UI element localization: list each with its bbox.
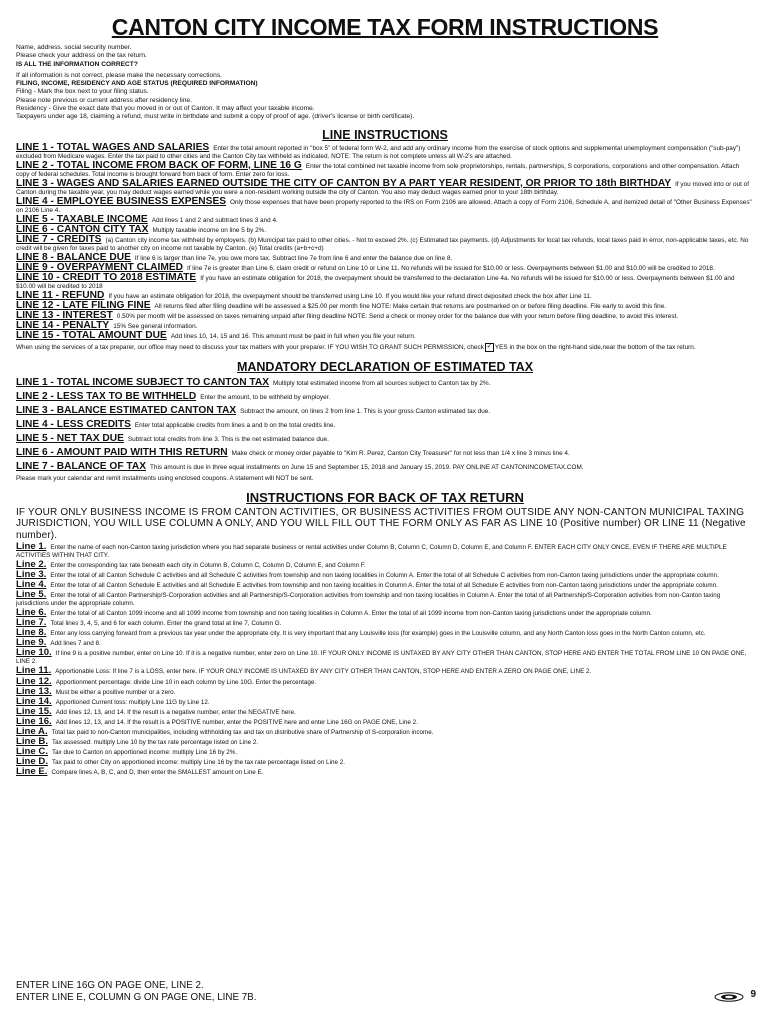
line-text: Tax assessed: multiply Line 10 by the tax rate percentage listed on Line 2.	[51, 739, 259, 747]
line-label: LINE 6 - CANTON CITY TAX	[16, 223, 149, 235]
line-text: If line 9 is a positive number, enter on Line 10. If it is a negative number, enter zero on Line 10. IF YOUR ONLY INCOME IS UNTAXED BY ANY CITY OTHER THAN CANTON, STOP HERE AND ENTER THE TOTAL FROM LINE 10 ON PAGE ONE, LINE 2.	[16, 650, 747, 666]
intro-subheading: FILING, INCOME, RESIDENCY AND AGE STATUS (REQUIRED INFORMATION)	[16, 80, 258, 88]
line-text: Must be either a positive number or a zero.	[55, 688, 176, 696]
line-label: Line 12.	[16, 675, 52, 687]
instruction-line	[16, 558, 754, 570]
line-text: If you moved into or out of Canton during the taxable year, you may deduct wages earned while you were a non-resident working outside the city of Canton. You also may deduct wages earned prior to your 18th birthday.	[16, 180, 749, 196]
page-title: CANTON CITY INCOME TAX FORM INSTRUCTIONS	[111, 14, 659, 40]
instruction-line	[16, 649, 754, 666]
line-text: Add lines 10, 14, 15 and 16. This amount must be paid in full when you file your return.	[170, 332, 416, 340]
line-text: Add lines 7 and 8.	[50, 640, 101, 648]
line-text: Enter any loss carrying forward from a previous tax year under the appropriate city. It is very important that any Louisville loss (for example) goes in the Louisville column, and any North Canton loss goes in the North Canton column, etc.	[50, 630, 706, 638]
instruction-line	[16, 460, 754, 472]
instruction-line	[16, 141, 754, 161]
line-label: LINE 9 - OVERPAYMENT CLAIMED	[16, 261, 183, 273]
line-label: LINE 12 - LATE FILING FINE	[16, 299, 151, 311]
instruction-line	[16, 376, 754, 388]
line-text: Enter the total of all Canton 1099 income and all 1099 income from township and non taxing localities in Column A. Enter the total of all 1099 income from non-Canton taxing jurisdictions under the appropriate column.	[50, 610, 652, 618]
line-label: Line 13.	[16, 685, 52, 697]
line-label: LINE 2 - TOTAL INCOME FROM BACK OF FORM, LINE 16 G	[16, 159, 302, 171]
preparer-permission	[16, 343, 754, 352]
line-label: Line B.	[16, 736, 48, 748]
back-intro: IF YOUR ONLY BUSINESS INCOME IS FROM CANTON ACTIVITIES, OR BUSINESS ACTIVITIES FROM OUTSIDE ANY NON-CANTON MUNICIPAL TAXING JURISDICTION, YOU WILL USE COLUMN A ONLY, AND YOU WILL FILL OUT THE FORM ONLY AS FAR AS LINE 10 (Positive number) OR LINE 11 (Negative number).	[16, 506, 746, 542]
line-text: Enter the total of all Canton Schedule C activities and all Schedule C activities from township and non taxing localities in Column A. Enter the total of all Schedule C activities from non-Canton taxing jurisdictions under the appropriate column.	[50, 571, 719, 579]
declaration-heading: MANDATORY DECLARATION OF ESTIMATED TAX	[236, 359, 534, 374]
line-label: Line 7.	[16, 617, 47, 629]
intro-text: Filing - Mark the box next to your filing status.	[16, 88, 149, 96]
instruction-line	[16, 695, 754, 707]
line-label: LINE 15 - TOTAL AMOUNT DUE	[16, 329, 167, 341]
instruction-line	[16, 738, 754, 747]
line-label: LINE 5 - NET TAX DUE	[16, 432, 124, 444]
line-label: LINE 4 - LESS CREDITS	[16, 418, 131, 430]
line-label: Line 15.	[16, 705, 52, 717]
line-label: Line 3.	[16, 568, 47, 580]
instruction-line	[16, 233, 754, 253]
instruction-line	[16, 159, 754, 179]
footer-line: ENTER LINE E, COLUMN G ON PAGE ONE, LINE 7B.	[16, 991, 257, 1003]
footer-line: ENTER LINE 16G ON PAGE ONE, LINE 2.	[16, 980, 204, 991]
intro-text: Taxpayers under age 18, claiming a refund, must write in birthdate and submit a copy of proof of age. (driver's license or birth certificate).	[16, 113, 415, 121]
line-text: Enter the total combined net taxable income from sole proprietorships, rentals, partnerships, S corporations, corporations and other compensation. Attach copy of federal schedules. Total income is brought forward from back of form. Enter zero for loss.	[16, 162, 740, 178]
line-label: LINE 3 - BALANCE ESTIMATED CANTON TAX	[16, 404, 237, 416]
line-text: (a) Canton city income tax withheld by employers. (b) Municipal tax paid to other cities. - Not to exceed 2%. (c) Estimated tax payments. (d) Adjustments for local tax refunds, local taxes paid in error, non-applicable taxes, etc. No credit will be given for taxes paid to another city on income not taxable by Canton. (e) Total credits (a+b+c+d)	[16, 236, 749, 252]
instruction-line	[16, 758, 754, 767]
line-label: Line 6.	[16, 607, 47, 619]
line-label: LINE 7 - BALANCE OF TAX	[16, 460, 146, 472]
line-label: Line 11.	[16, 665, 52, 677]
line-label: LINE 1 - TOTAL INCOME SUBJECT TO CANTON TAX	[16, 376, 270, 388]
back-list	[16, 540, 754, 778]
instruction-line	[16, 299, 754, 311]
line-label: LINE 8 - BALANCE DUE	[16, 251, 131, 263]
line-text: Multiply taxable income on line 5 by 2%.	[152, 226, 267, 234]
line-text: All returns filed after filing deadline will be assessed a $25.00 per month fine NOTE: Make certain that returns are postmarked on or before filing deadline. File early to avoid this fine.	[154, 302, 667, 310]
line-text: This amount is due in three equal installments on June 15 and September 15, 2018 and January 15, 2019. PAY ONLINE AT CANTONINCOMETAX.COM.	[149, 463, 584, 471]
line-text: Add lines 1 and 2 and subtract lines 3 and 4.	[151, 216, 278, 224]
line-label: LINE 10 - CREDIT TO 2018 ESTIMATE	[16, 271, 197, 283]
line-label: LINE 13 - INTEREST	[16, 309, 113, 321]
instructions-page	[16, 14, 754, 777]
checkmark-icon: ✓	[486, 342, 493, 350]
line-text: If you have an estimate obligation for 2018, the overpayment should be transferred to the declaration Line 4a. No refunds will be issued for $10.00 or less. Overpayments between $1.00 and $10.00 will be credited to 2018	[16, 274, 735, 290]
line-text: Enter the total of all Canton Partnership/S-Corporation activities and all Partnership/S-Corporation activities from township and non taxing localities in Column A. Enter the total of all Partnership/S-Corporation activities from non-Canton taxing jurisdictions under the appropriate column.	[16, 592, 721, 608]
intro-question: IS ALL THE INFORMATION CORRECT?	[16, 60, 138, 68]
line-text: Enter the amount, to be withheld by employer.	[200, 393, 331, 401]
instruction-line	[16, 581, 754, 590]
line-label: Line A.	[16, 726, 48, 738]
instruction-line	[16, 629, 754, 638]
instruction-line	[16, 432, 754, 444]
back-heading: INSTRUCTIONS FOR BACK OF TAX RETURN	[246, 489, 524, 505]
instruction-line	[16, 639, 754, 648]
declaration-note: Please mark your calendar and remit installments using enclosed coupons. A statement will NOT be sent.	[16, 474, 314, 482]
line-label: Line 8.	[16, 627, 47, 639]
line-text: Enter the name of each non-Canton taxing jurisdiction where you had separate business or rental activities under Column B, Column C, Column D, Column E, and Column F. ENTER EACH CITY ONLY ONCE, EVEN IF THERE ARE MULTIPLE ACTIVITIES WITHIN THAT CITY.	[16, 543, 727, 559]
instruction-line	[16, 591, 754, 608]
intro-block	[16, 44, 754, 122]
line-label: Line D.	[16, 756, 48, 768]
line-text: Apportionable Loss: If line 7 is a LOSS, enter here. IF YOUR ONLY INCOME IS UNTAXED BY ANY CITY OTHER THAN CANTON, STOP HERE AND ENTER A ZERO ON PAGE ONE, LINE 2.	[55, 668, 592, 676]
instruction-line	[16, 728, 754, 737]
line-text: If line 7e is greater than Line 6, claim credit or refund on Line 10 or Line 11. No refunds will be issued for $10.00 or less. Overpayments between $1.00 and $10.00 will be credited to 2018.	[186, 264, 715, 272]
line-text: Apportionment percentage: divide Line 10 in each column by Line 10G. Enter the percentage.	[55, 678, 317, 686]
instruction-line	[16, 768, 754, 777]
page-number: 9	[750, 989, 756, 1000]
intro-text: Name, address. social security number.	[16, 44, 132, 51]
line-label: Line C.	[16, 746, 48, 758]
line-label: Line 2.	[16, 558, 47, 570]
instruction-line	[16, 223, 754, 235]
line-label: Line 16.	[16, 715, 52, 727]
line-instructions-list	[16, 141, 754, 341]
instruction-line	[16, 446, 754, 458]
line-text: If you have an estimate obligation for 2018, the overpayment should be transferred using Line 10. If you would like your refund direct deposited check the box after Line 11.	[108, 292, 592, 300]
line-text: Multiply total estimated income from all sources subject to Canton tax by 2%.	[273, 379, 491, 387]
line-text: Apportioned Current loss: multiply Line 11G by Line 12.	[55, 698, 210, 706]
line-text: Make check or money order payable to "Kim R. Perez, Canton City Treasurer" for not less than 1/4 x line 3 minus line 4.	[231, 449, 570, 457]
instruction-line	[16, 418, 754, 430]
line-text: Tax paid to other City on apportioned income: multiply Line 16 by the tax rate percentage listed on Line 2.	[51, 759, 345, 767]
line-label: LINE 1 - TOTAL WAGES AND SALARIES	[16, 141, 210, 153]
line-label: LINE 14 - PENALTY	[16, 319, 110, 331]
instruction-line	[16, 619, 754, 628]
line-text: Enter the corresponding tax rate beneath each city in Column B, Column C, Column D, Column E, and Column F.	[50, 561, 366, 569]
line-label: LINE 11 - REFUND	[16, 289, 105, 301]
instruction-line	[16, 329, 754, 341]
line-text: Compare lines A, B, C, and D, then enter the SMALLEST amount on Line E.	[51, 769, 264, 777]
instruction-line	[16, 568, 754, 580]
declaration-list	[16, 376, 754, 472]
line-label: LINE 6 - AMOUNT PAID WITH THIS RETURN	[16, 446, 228, 458]
line-text: Only those expenses that have been properly reported to the IRS on Form 2106 are allowed. Attach a copy of Form 2106, Schedule A, and itemized detail of "Other Business Expenses" on 2106 Line 4.	[16, 198, 752, 214]
instruction-line	[16, 675, 754, 687]
footer	[16, 980, 256, 1003]
line-label: LINE 3 - WAGES AND SALARIES EARNED OUTSIDE THE CITY OF CANTON BY A PART YEAR RESIDENT, OR PRIOR TO 18th BIRTHDAY	[16, 177, 672, 189]
instruction-line	[16, 715, 754, 727]
line-instructions-heading: LINE INSTRUCTIONS	[322, 127, 448, 142]
line-label: LINE 2 - LESS TAX TO BE WITHHELD	[16, 390, 197, 402]
line-text: Add lines 12, 13, and 14. If the result is a POSITIVE number, enter the POSITIVE here and enter Line 16G on PAGE ONE, Line 2.	[55, 718, 418, 726]
instruction-line	[16, 748, 754, 757]
line-text: Tax due to Canton on apportioned income: multiply Line 16 by 2%.	[51, 749, 238, 757]
line-label: LINE 4 - EMPLOYEE BUSINESS EXPENSES	[16, 195, 227, 207]
instruction-line	[16, 177, 754, 197]
instruction-line	[16, 705, 754, 717]
instruction-line	[16, 667, 754, 676]
line-text: 0.50% per month will be assessed on taxes remaining unpaid after filing deadline NOTE: Send a check or money order for the balance due with your return before filing deadline, to avoid this interest.	[116, 312, 679, 320]
intro-text: Please check your address on the tax return.	[16, 52, 147, 60]
line-text: Subtract the amount, on lines 2 from line 1. This is your gross Canton estimated tax due.	[240, 407, 491, 415]
instruction-line	[16, 309, 754, 321]
line-text: Total tax paid to non-Canton municipalities, including withholding tax and tax on distributive share of Partnership of S-corporation income.	[51, 729, 434, 737]
instruction-line	[16, 195, 754, 215]
line-text: Enter the total of all Canton Schedule E activities and all Schedule E activities from township and non taxing localities in Column A. Enter the total of all Schedule E activities from non-Canton taxing jurisdictions under the appropriate column.	[50, 582, 718, 590]
instruction-line	[16, 609, 754, 618]
line-label: LINE 7 - CREDITS	[16, 233, 102, 245]
line-text: 15% See general information.	[113, 322, 198, 330]
intro-text: Please note previous or current address after residency line.	[16, 96, 192, 104]
line-text: Enter total applicable credits from lines a and b on the total credits line.	[134, 421, 336, 429]
line-label: Line E.	[16, 766, 48, 778]
intro-text: If all information is not correct, please make the necessary corrections.	[16, 71, 222, 79]
intro-text: Residency - Give the exact date that you moved in or out of Canton. It may affect your taxable income.	[16, 105, 315, 113]
instruction-line	[16, 390, 754, 402]
instruction-line	[16, 404, 754, 416]
line-label: Line 9.	[16, 637, 47, 649]
line-text: If line 6 is larger than line 7e, you owe more tax. Subtract line 7e from line 6 and enter the balance due on line 8.	[134, 254, 453, 262]
line-label: Line 10.	[16, 647, 52, 659]
instruction-line	[16, 271, 754, 291]
line-text: Total lines 3, 4, 5, and 6 for each column. Enter the grand total at line 7, Column G.	[50, 620, 282, 628]
preparer-text: YES in the box on the right-hand side,near the bottom of the tax return.	[494, 343, 696, 351]
instruction-line	[16, 540, 754, 560]
preparer-text: When using the services of a tax preparer, our office may need to discuss your tax matters with your preparer. IF YOU WISH TO GRANT SUCH PERMISSION, check	[16, 343, 484, 351]
line-label: LINE 5 - TAXABLE INCOME	[16, 213, 148, 225]
line-text: Subtract total credits from line 3. This is the net estimated balance due.	[127, 435, 329, 443]
line-text: Add lines 12, 13, and 14. If the result is a negative number, enter the NEGATIVE here.	[55, 708, 296, 716]
line-label: Line 5.	[16, 589, 47, 601]
line-label: Line 4.	[16, 579, 47, 591]
line-text: Enter the total amount reported in "box 5" of federal form W-2, and add any ordinary income from the exercise of stock options and supplemental unemployment compensation ("sub-pay") excluded from Medicare wages. Enter the tax paid to other cities and the Canton City tax withheld as indicated. NOTE: The return is not complete unless all W-2's are attached.	[16, 144, 741, 160]
instruction-line	[16, 685, 754, 697]
printer-logo-icon	[714, 992, 744, 1002]
line-label: Line 14.	[16, 695, 52, 707]
line-label: Line 1.	[16, 540, 47, 552]
